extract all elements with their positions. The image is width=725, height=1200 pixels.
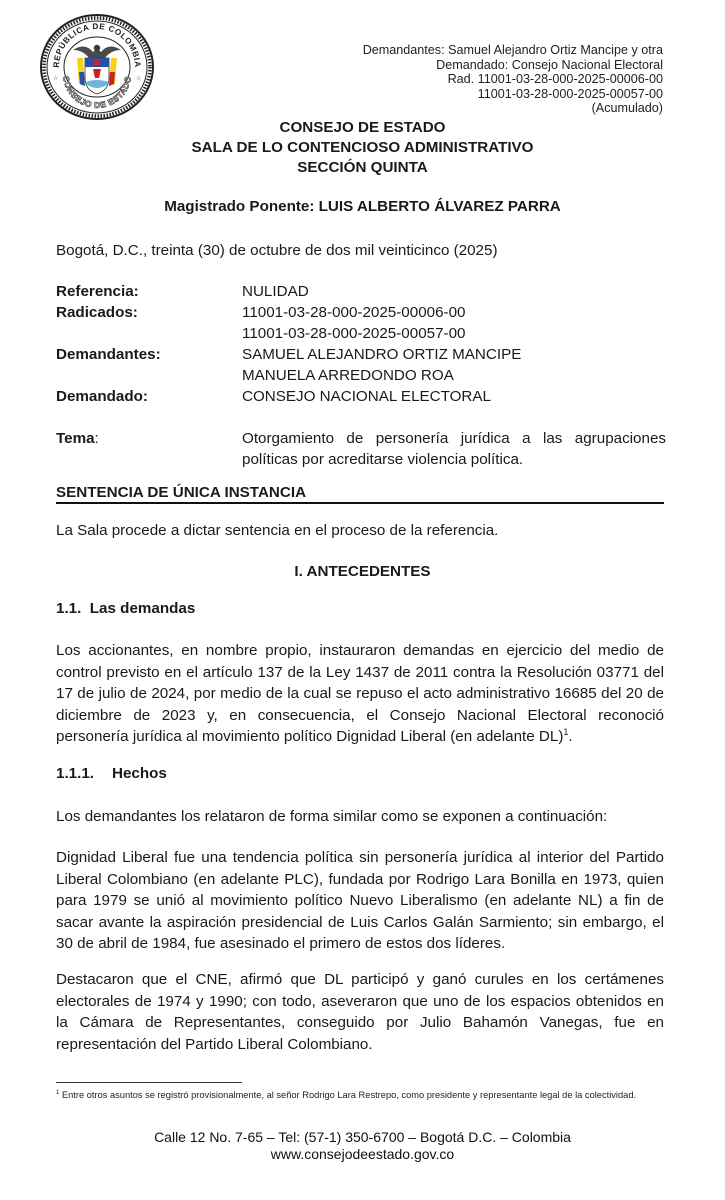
tema-label: Tema: [56,430,99,447]
page-footer [0,1129,725,1163]
paragraph-dignidad-liberal: Dignidad Liberal fue una tendencia política sin personería jurídica al interior del Partido Liberal Colombiano (en adelante PLC), fundada por Rodrigo Lara Bonilla en 1973, quien para 1979 se unió al movimiento político Nuevo Liberalismo (en adelante NL) a fin de sacar avante la aspiración presidencial de Luis Carlos Galán Sarmiento; sin embargo, el 30 de abril de 1984, fue asesinado el primero de estos dos líderes. [56,849,664,952]
header-radicado-2: 11001-03-28-000-2025-00057-00 [477,86,663,101]
footnote-separator [56,1082,242,1083]
subsection-las-demandas: 1.1. Las demandas [56,600,196,617]
svg-text:☆: ☆ [136,76,142,82]
paragraph-relataron: Los demandantes los relataron de forma similar como se exponen a continuación: [56,808,608,825]
footnote-ref[interactable]: 1 [563,726,569,737]
demandante-value: MANUELA ARREDONDO ROA [242,367,454,384]
footer-website[interactable]: www.consejodeestado.gov.co [270,1146,455,1162]
sentencia-heading: SENTENCIA DE ÚNICA INSTANCIA [56,483,664,504]
demandado-row [56,386,666,407]
title-line-court: CONSEJO DE ESTADO [279,119,446,136]
footnote-text: Entre otros asuntos se registró provisionalmente, al señor Rodrigo Lara Restrepo, como presidente y representante legal de la colectividad. [61,1090,637,1100]
magistrado-ponente: Magistrado Ponente: LUIS ALBERTO ÁLVAREZ PARRA [164,198,561,215]
footer-address: Calle 12 No. 7-65 – Tel: (57-1) 350-6700 – Bogotá D.C. – Colombia [154,1129,571,1145]
radicados-row [56,302,666,344]
referencia-value: NULIDAD [242,283,309,300]
tema-value: Otorgamiento de personería jurídica a las agrupaciones políticas por acreditarse violencia política. [242,430,666,468]
intro-paragraph: La Sala procede a dictar sentencia en el proceso de la referencia. [56,522,499,539]
title-line-sala: SALA DE LO CONTENCIOSO ADMINISTRATIVO [191,139,534,156]
demandado-label: Demandado: [56,388,148,405]
radicado-value: 11001-03-28-000-2025-00057-00 [242,325,466,342]
seal-emblem-icon [37,12,157,122]
demandado-value: CONSEJO NACIONAL ELECTORAL [242,388,491,405]
consejo-de-estado-seal [37,12,157,122]
header-demandantes: Demandantes: Samuel Alejandro Ortiz Mancipe y otra [362,43,663,57]
demandante-value: SAMUEL ALEJANDRO ORTIZ MANCIPE [242,346,522,363]
demandantes-label: Demandantes: [56,346,161,363]
document-title [0,118,725,178]
tema-row [56,428,666,470]
referencia-label: Referencia: [56,283,139,300]
case-info-table [56,281,666,470]
radicado-value: 11001-03-28-000-2025-00006-00 [242,304,466,321]
paragraph-demandas: Los accionantes, en nombre propio, instauraron demandas en ejercicio del medio de control previsto en el artículo 137 de la Ley 1437 de 2011 contra la Resolución 03771 del 17 de julio de 2024, por medio de la cual se repuso el acto administrativo 16685 del 20 de diciembre de 2023 y, en consecuencia, el Consejo Nacional Electoral reconoció personería jurídica al movimiento político Dignidad Liberal (en adelante DL)$^1$. [56,642,664,745]
document-date: Bogotá, D.C., treinta (30) de octubre de dos mil veinticinco (2025) [56,242,498,259]
title-line-seccion: SECCIÓN QUINTA [297,159,428,176]
header-acumulado: (Acumulado) [591,101,663,116]
demandantes-row [56,344,666,386]
case-header [363,43,663,116]
radicados-label: Radicados: [56,304,138,321]
section-title-antecedentes: I. ANTECEDENTES [294,563,431,580]
svg-text:CONSEJO DE ESTADO: CONSEJO DE ESTADO [60,75,134,111]
subsection-hechos: 1.1.1. Hechos [56,765,167,782]
header-demandado: Demandado: Consejo Nacional Electoral [436,57,663,72]
svg-text:☆: ☆ [53,76,59,82]
footnote [56,1089,664,1101]
footnote-number: 1 [56,1089,60,1096]
paragraph-destacaron: Destacaron que el CNE, afirmó que DL participó y ganó curules en los certámenes electorales de 1974 y 1990; con todo, aseveraron que uno de los espacios obtenidos en la Cámara de Representantes, conseguido por Julio Bahamón Vanegas, fue en representación del Partido Liberal Colombiano. [56,971,664,1053]
header-radicado-1: Rad. 11001-03-28-000-2025-00006-00 [447,72,663,87]
referencia-row [56,281,666,302]
svg-text:REPÚBLICA DE COLOMBIA: REPÚBLICA DE COLOMBIA [51,21,143,68]
